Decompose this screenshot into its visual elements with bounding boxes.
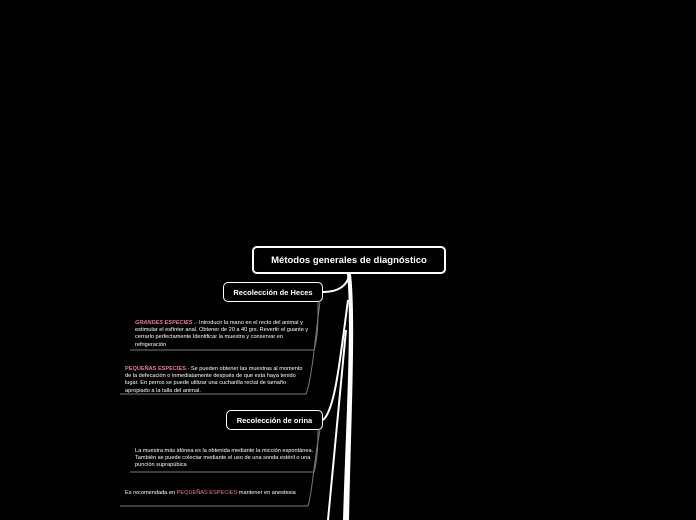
grandes-especies-label: GRANDES ESPECIES .-	[135, 320, 198, 326]
recomendada-after: mantener en anestesia	[237, 490, 296, 496]
topic-heces-label: Recolección de Heces	[233, 287, 313, 297]
root-topic-label: Métodos generales de diagnóstico	[271, 254, 427, 266]
topic-recoleccion-orina[interactable]	[226, 410, 323, 430]
connector-root-lower	[328, 330, 346, 520]
recomendada-highlight: PEQUEÑAS ESPECIES	[176, 490, 238, 496]
pequenas-especies-label: PEQUEÑAS ESPECIES.-	[125, 366, 190, 372]
main-trunk	[343, 274, 353, 520]
pequenas-especies-text: Se pueden obtener las muestras al momento de la defecación o inmediatamente después de que esta haya tenido lugar. En perros se puede utilizar una cucharilla rectal de tamaño apropiado a la talla del animal.	[125, 366, 303, 394]
topic-recoleccion-heces[interactable]	[223, 282, 323, 302]
note-pequenas-especies[interactable]	[125, 366, 305, 395]
note-muestra-idonea[interactable]	[135, 448, 315, 470]
grandes-especies-text: Introducir la mano en el recto del animal y estimular el esfínter anal. Obtener de 20 a 40 grs. Revertir el guante y cerrarlo perfectamente Identificar la muestra y conservar en refrigeración	[135, 320, 309, 348]
note-recomendada[interactable]	[125, 490, 305, 497]
root-topic[interactable]	[252, 246, 446, 274]
recomendada-before: Es recomendada en	[125, 490, 177, 496]
topic-orina-label: Recolección de orina	[236, 415, 313, 425]
note-grandes-especies[interactable]	[135, 320, 310, 349]
connector-root-orina	[323, 300, 348, 420]
muestra-idonea-text: La muestra más idónea es la obtenida mediante la micción espontánea. También se puede colectar mediante el uso de una sonda estéril o una punción suprapúbica	[135, 448, 314, 469]
connector-root-heces	[323, 276, 349, 292]
